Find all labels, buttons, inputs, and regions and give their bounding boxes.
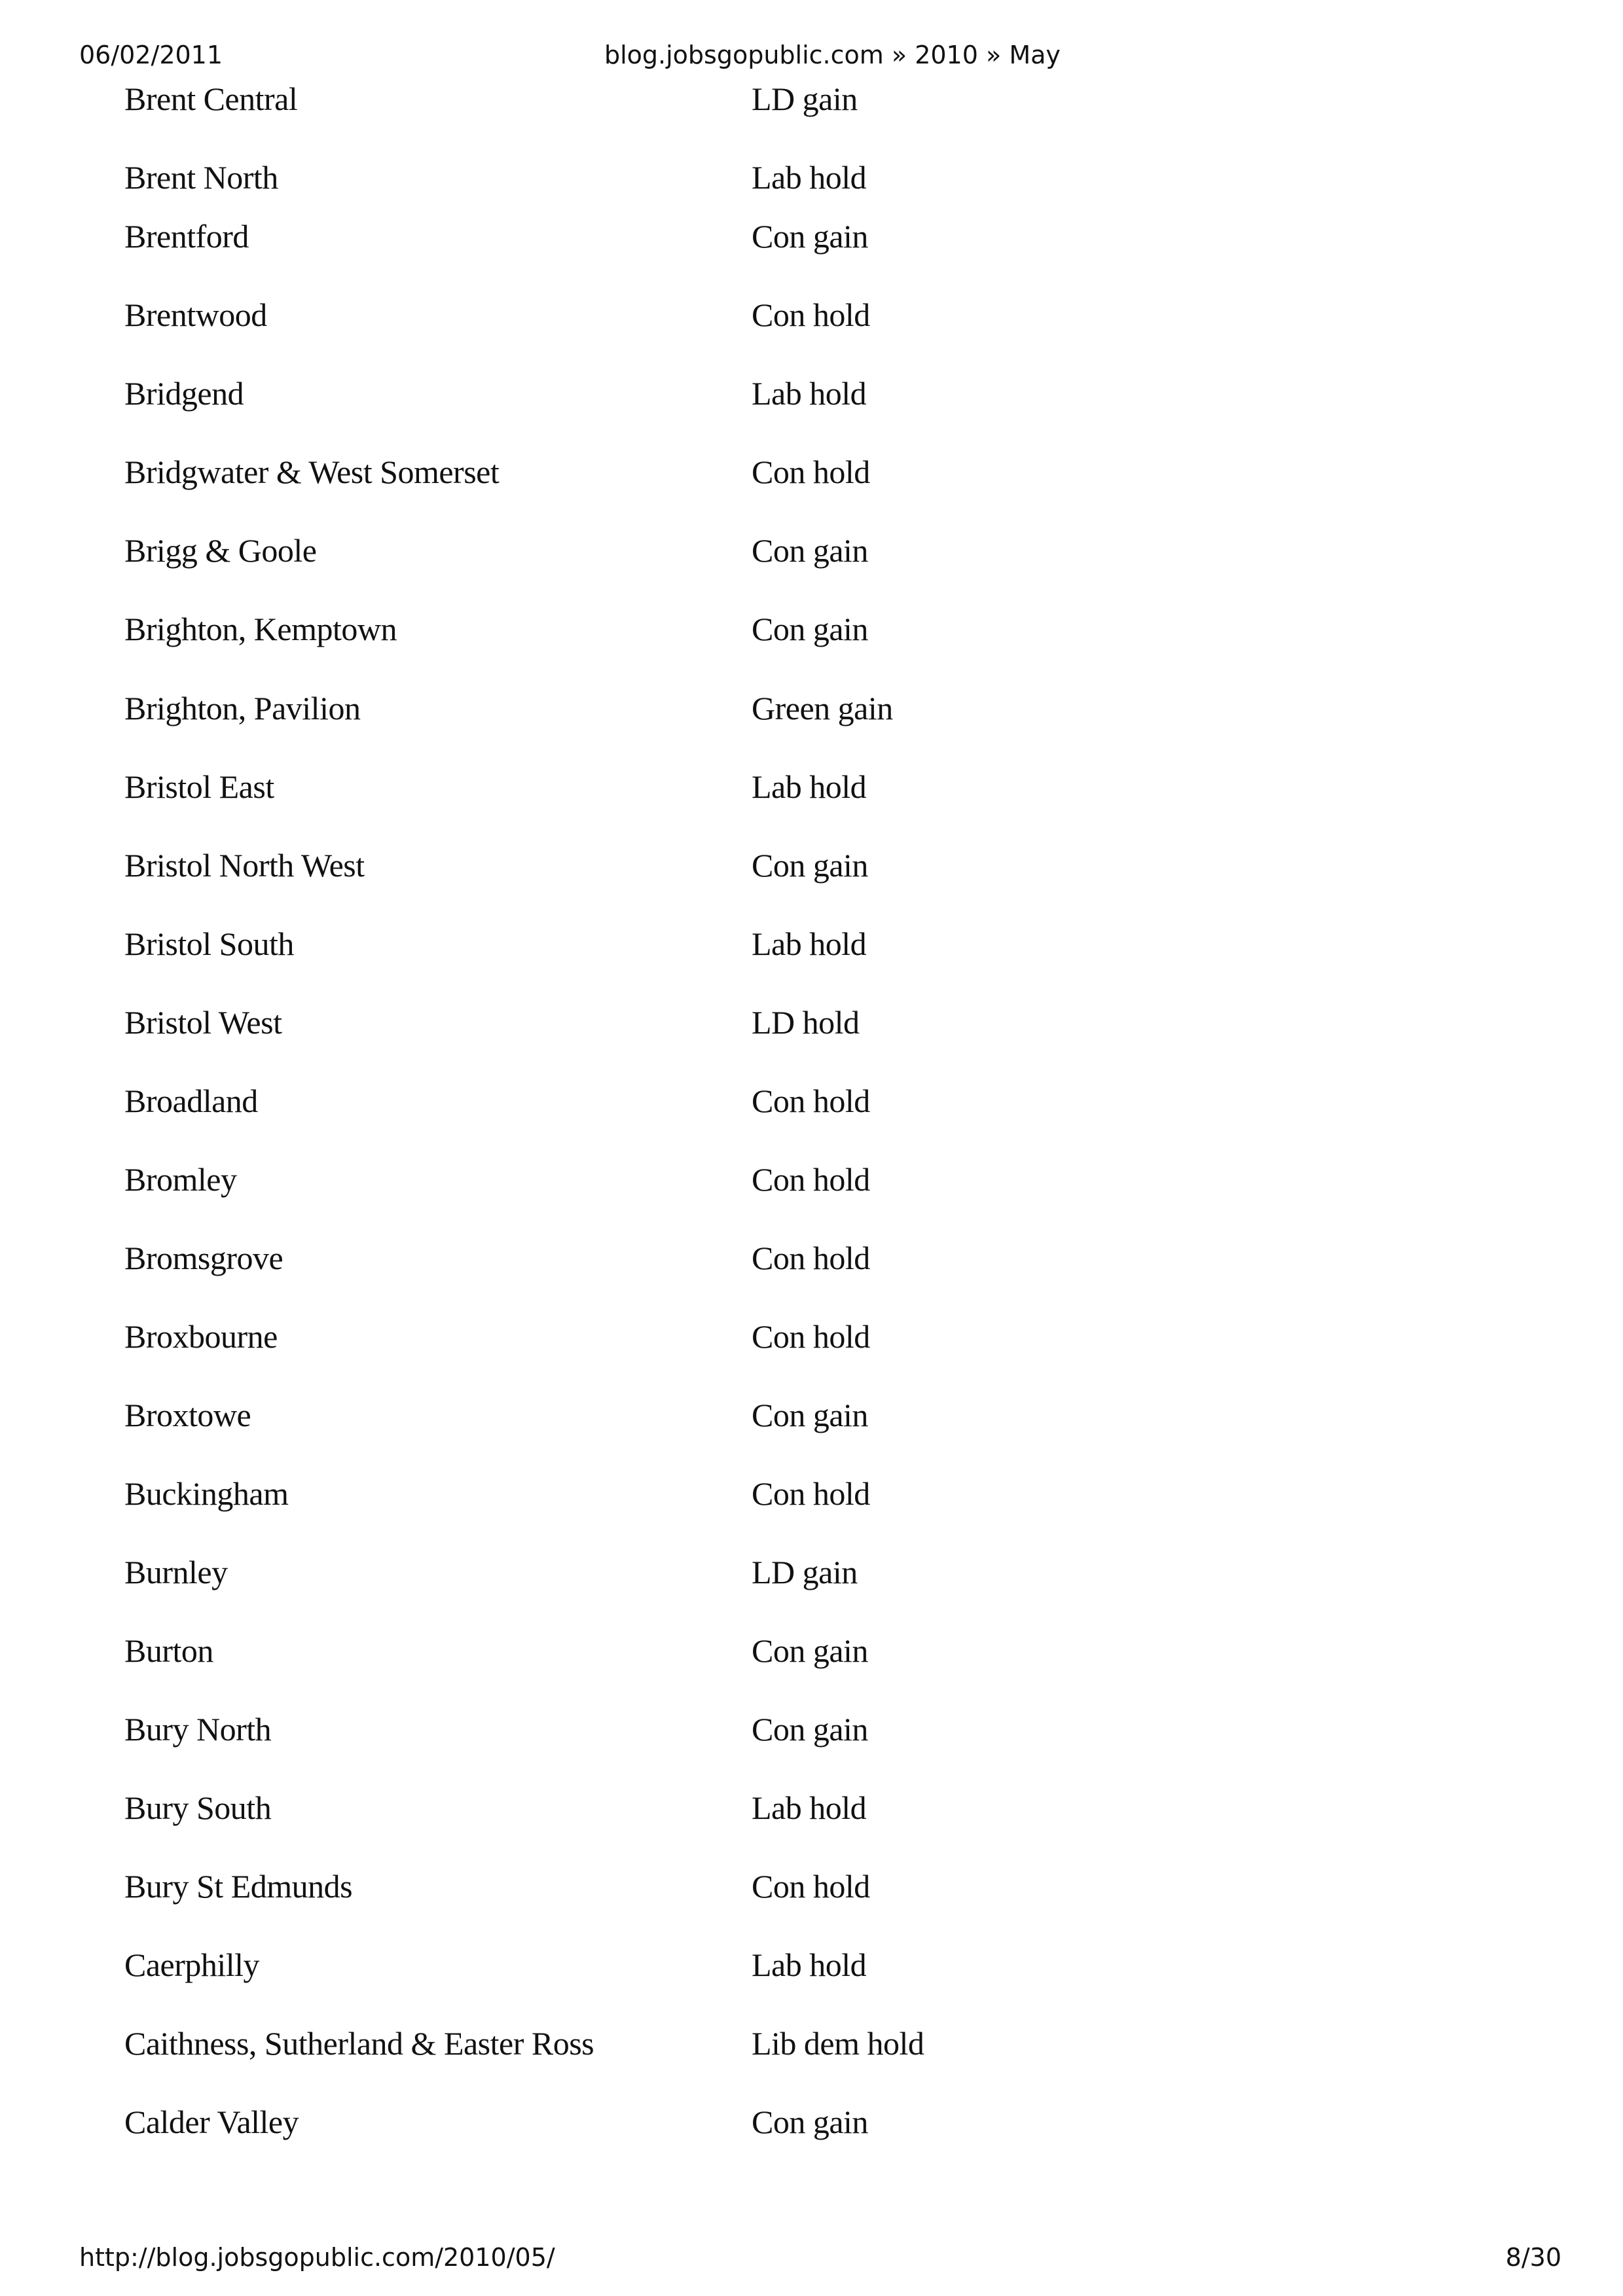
table-row <box>0 1317 1623 1363</box>
constituency-name: Brent North <box>124 159 278 196</box>
constituency-name: Broxbourne <box>124 1318 278 1355</box>
constituency-name: Bridgwater & West Somerset <box>124 454 500 490</box>
constituency-name: Bromsgrove <box>124 1240 283 1276</box>
constituency-name: Buckingham <box>124 1475 289 1512</box>
election-result: Lab hold <box>752 768 867 805</box>
constituency-name: Burnley <box>124 1554 228 1590</box>
constituency-name: Broxtowe <box>124 1397 251 1433</box>
constituency-name: Bristol West <box>124 1004 282 1041</box>
table-row <box>0 1631 1623 1677</box>
election-result: Lab hold <box>752 159 867 196</box>
constituency-name: Brentford <box>124 218 249 255</box>
table-row <box>0 1395 1623 1441</box>
election-result: LD hold <box>752 1004 860 1041</box>
election-result: Con gain <box>752 2104 868 2140</box>
table-row <box>0 1238 1623 1284</box>
election-result: Con gain <box>752 1711 868 1748</box>
constituency-name: Brent Central <box>124 81 298 117</box>
footer-url-link[interactable]: http://blog.jobsgopublic.com/2010/05/ <box>79 2243 555 2272</box>
table-row <box>0 609 1623 655</box>
table-row <box>0 846 1623 891</box>
election-result: Con hold <box>752 1240 870 1276</box>
table-row <box>0 2024 1623 2070</box>
election-result: Con hold <box>752 1475 870 1512</box>
constituency-name: Burton <box>124 1632 213 1669</box>
constituency-name: Bromley <box>124 1161 237 1198</box>
table-row <box>0 1710 1623 1755</box>
table-row <box>0 1474 1623 1520</box>
election-result: Con hold <box>752 296 870 333</box>
table-row <box>0 689 1623 734</box>
constituency-name: Brighton, Pavilion <box>124 690 361 726</box>
constituency-name: Bristol East <box>124 768 274 805</box>
constituency-name: Broadland <box>124 1083 258 1119</box>
table-row <box>0 1160 1623 1206</box>
table-row <box>0 79 1623 125</box>
constituency-name: Caithness, Sutherland & Easter Ross <box>124 2025 594 2062</box>
constituency-name: Bridgend <box>124 375 244 412</box>
table-row <box>0 531 1623 577</box>
constituency-name: Brigg & Goole <box>124 532 317 569</box>
table-row <box>0 1788 1623 1834</box>
table-row <box>0 295 1623 341</box>
header-date: 06/02/2011 <box>79 41 223 69</box>
election-result: Con hold <box>752 1868 870 1905</box>
election-result: LD gain <box>752 1554 858 1590</box>
table-row <box>0 158 1623 204</box>
election-result: Con gain <box>752 847 868 884</box>
election-result: Con gain <box>752 1397 868 1433</box>
table-row <box>0 374 1623 420</box>
constituency-name: Bury St Edmunds <box>124 1868 353 1905</box>
table-row <box>0 924 1623 970</box>
election-result: Con hold <box>752 1161 870 1198</box>
constituency-name: Brentwood <box>124 296 267 333</box>
table-row <box>0 1867 1623 1912</box>
election-result: Lab hold <box>752 375 867 412</box>
table-row <box>0 452 1623 498</box>
election-result: Lab hold <box>752 925 867 962</box>
election-result: Con hold <box>752 1318 870 1355</box>
table-row <box>0 1552 1623 1598</box>
election-result: Con gain <box>752 611 868 647</box>
election-result: Lab hold <box>752 1789 867 1826</box>
election-result: Lab hold <box>752 1946 867 1983</box>
table-row <box>0 217 1623 262</box>
election-result: Con hold <box>752 454 870 490</box>
table-row <box>0 1945 1623 1991</box>
table-row <box>0 2102 1623 2148</box>
table-row <box>0 1081 1623 1127</box>
election-result: Lib dem hold <box>752 2025 924 2062</box>
constituency-name: Caerphilly <box>124 1946 260 1983</box>
header-title: blog.jobsgopublic.com » 2010 » May <box>604 41 1061 69</box>
election-result: Con gain <box>752 532 868 569</box>
election-result: Green gain <box>752 690 893 726</box>
constituency-name: Calder Valley <box>124 2104 299 2140</box>
election-result: Con hold <box>752 1083 870 1119</box>
constituency-name: Bury South <box>124 1789 272 1826</box>
election-result: Con gain <box>752 1632 868 1669</box>
election-result: LD gain <box>752 81 858 117</box>
constituency-name: Bury North <box>124 1711 272 1748</box>
constituency-name: Bristol North West <box>124 847 365 884</box>
table-row <box>0 1003 1623 1049</box>
constituency-name: Bristol South <box>124 925 294 962</box>
constituency-name: Brighton, Kemptown <box>124 611 397 647</box>
table-row <box>0 767 1623 813</box>
election-result: Con gain <box>752 218 868 255</box>
page-number: 8/30 <box>1505 2243 1561 2272</box>
